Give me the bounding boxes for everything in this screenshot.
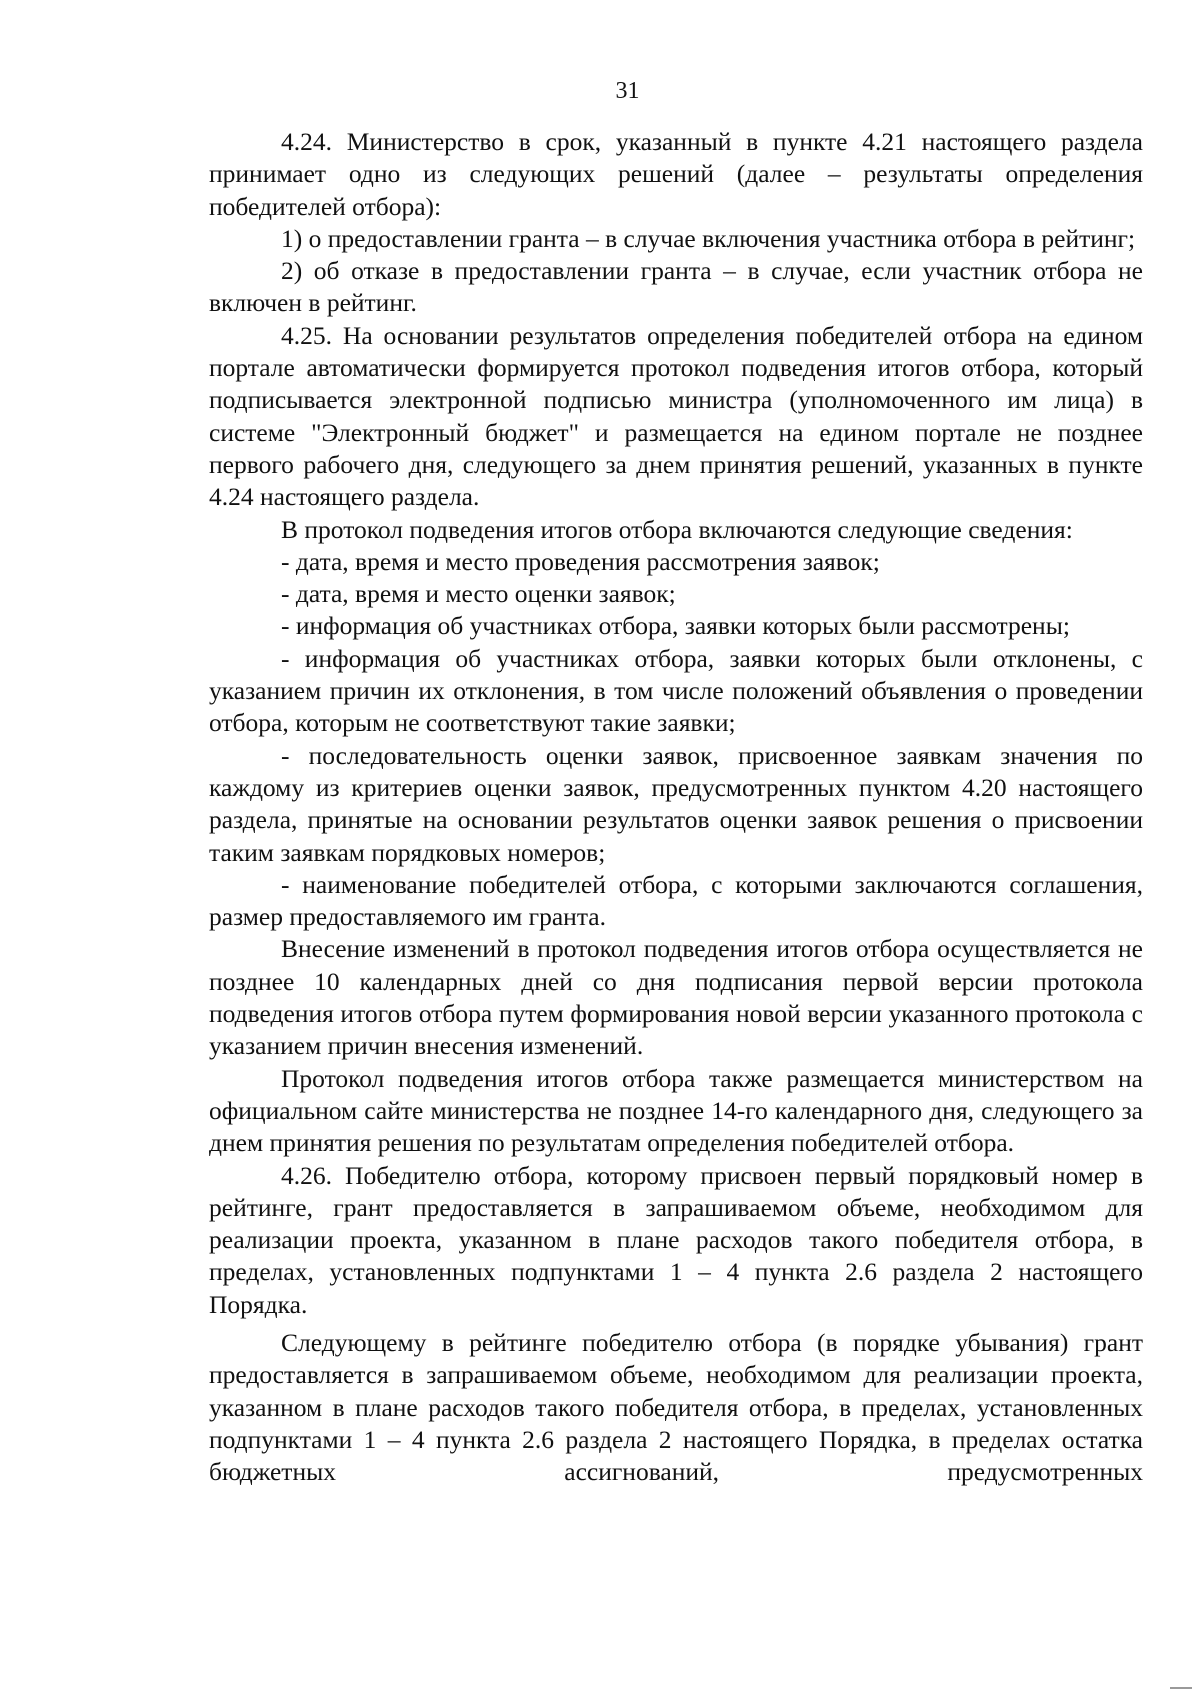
list-item-winners: - наименование победителей отбора, с которыми заключаются соглашения, размер предоставляемого им гранта. — [209, 869, 1143, 932]
document-body — [209, 126, 1143, 1488]
list-item-rejected-participants: - информация об участниках отбора, заявки которых были отклонены, с указанием причин их отклонения, в том числе положений объявления о проведении отбора, которым не соответствуют такие заявки; — [209, 643, 1143, 738]
paragraph-4-24: 4.24. Министерство в срок, указанный в пункте 4.21 настоящего раздела принимает одно из следующих решений (далее – результаты определения победителей отбора): — [209, 127, 1143, 221]
list-item-evaluation-sequence: - последовательность оценки заявок, присвоенное заявкам значения по каждому из критериев оценки заявок, предусмотренных пунктом 4.20 настоящего раздела, принятые на основании результатов оценки заявок решения о присвоении таким заявкам порядковых номеров; — [209, 740, 1143, 867]
paragraph-protocol-publication: Протокол подведения итогов отбора также размещается министерством на официальном сайте министерства не позднее 14-го календарного дня, следующего за днем принятия решения по результатам определения победителей отбора. — [209, 1063, 1143, 1158]
list-item-grant-approval: 1) о предоставлении гранта – в случае включения участника отбора в рейтинг; — [281, 223, 1136, 253]
paragraph-4-25: 4.25. На основании результатов определения победителей отбора на едином портале автоматически формируется протокол подведения итогов отбора, который подписывается электронной подписью министра (уполномоченного им лица) в системе "Электронный бюджет" и размещается на едином портале не позднее первого рабочего дня, следующего за днем принятия решений, указанных в пункте 4.24 настоящего раздела. — [209, 320, 1143, 512]
paragraph-next-winner: Следующему в рейтинге победителю отбора (в порядке убывания) грант предоставляется в запрашиваемом объеме, необходимом для реализации проекта, указанном в плане расходов такого победителя отбора, в пределах, установленных подпунктами 1 – 4 пункта 2.6 раздела 2 настоящего Порядка, в пределах остатка бюджетных ассигнований, предусмотренных — [209, 1327, 1143, 1487]
paragraph-protocol-changes: Внесение изменений в протокол подведения итогов отбора осуществляется не позднее 10 календарных дней со дня подписания первой версии протокола подведения итогов отбора путем формирования новой версии указанного протокола с указанием причин внесения изменений. — [209, 934, 1143, 1061]
list-item-reviewed-participants: - информация об участниках отбора, заявки которых были рассмотрены; — [281, 611, 1070, 641]
page-number: 31 — [615, 78, 640, 104]
list-item-review-date: - дата, время и место проведения рассмотрения заявок; — [281, 546, 880, 576]
list-item-evaluation-date: - дата, время и место оценки заявок; — [281, 579, 676, 609]
scan-mark — [1170, 1687, 1192, 1689]
paragraph-4-26: 4.26. Победителю отбора, которому присвоен первый порядковый номер в рейтинге, грант предоставляется в запрашиваемом объеме, необходимом для реализации проекта, указанном в плане расходов такого победителя отбора, в пределах, установленных подпунктами 1 – 4 пункта 2.6 раздела 2 настоящего Порядка. — [209, 1160, 1143, 1319]
paragraph-protocol-contents: В протокол подведения итогов отбора включаются следующие сведения: — [281, 514, 1073, 544]
list-item-grant-refusal: 2) об отказе в предоставлении гранта – в случае, если участник отбора не включен в рейтинг. — [209, 256, 1143, 318]
